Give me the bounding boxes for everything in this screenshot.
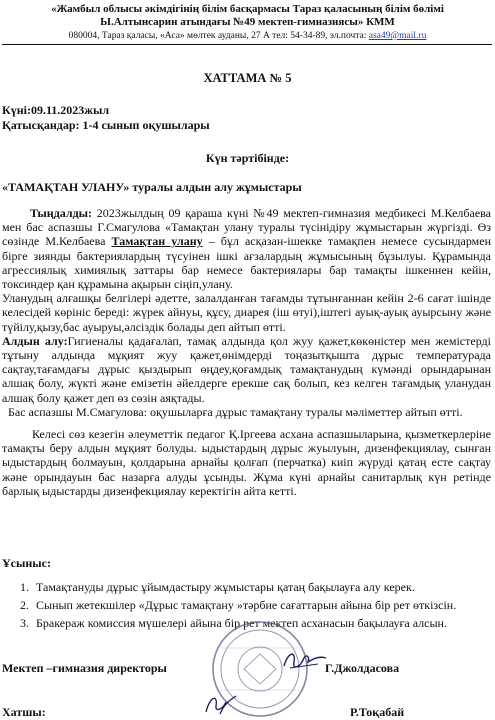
paragraph-social-pedagogue: Келесі сөз кезегін әлеуметтік педагог Қ.Іргеева асхана аспазшыларына, қызметкерлеріне тамақты беру алдын мұқият болуды. ыдыстардың дұрыс жуылуын, дизенфекциялау, сынған ыдыстардың болмауын, қолдарына арнайы қолғап (перчатка) киіп жүруді қатаң есте сақтау және орындауын бас назарға алуды ұсынды. Жұма күні арнайы санитарлық күн ретінде барлық ыдыстарды дизенфекциялау керектігін айта кетті. bbox=[2, 427, 491, 498]
item-text: Сынып жетекшілер «Дұрыс тамақтану »тәрбие сағаттарын айына бір рет өткізсін. bbox=[36, 598, 457, 612]
list-item bbox=[20, 580, 490, 594]
prevention-label: Алдын алу: bbox=[2, 333, 68, 348]
item-text: Бракераж комиссия мүшелері айына бір рет мектеп асханасын бақылауға алсын. bbox=[36, 616, 447, 630]
minutes-body bbox=[2, 206, 491, 498]
item-number: 2. bbox=[20, 598, 29, 612]
meeting-date: Күні:09.11.2023жыл bbox=[2, 103, 110, 117]
prevention-text: Гигиеналы қадағалап, тамақ алдында қол жуу қажет,көкөністер мен жемістерді тұтыну алдында мұқият жуу қажет,өнімдерді тоңазытқышта дұрыс температурада сақтау,тағамдағы дұрыс қыздырып өңдеу,қоғамдық тамақтанудың күмәнді орындарынан алшақ болу, жүкті және емізетін әйелдерге ерекше сақ болып, кез келген тағамдық уланудан алшақ болу қажет деп өз сөзін аяқтады. bbox=[2, 333, 491, 405]
item-text: Тамақтануды дұрыс ұйымдастыру жұмыстары қатаң бақылауға алу керек. bbox=[36, 580, 415, 594]
director-name: Г.Джолдасова bbox=[325, 661, 400, 675]
address-text: 080004, Тараз қаласы, «Аса» мөлтек ауданы, 27 А тел: 54-34-89, эл.почта: bbox=[68, 31, 369, 41]
document-title: ХАТТАМА № 5 bbox=[203, 71, 292, 85]
header-divider bbox=[2, 44, 492, 45]
heard-text-a: 2023жылдың 09 қараша күні №49 мектеп-гимназия медбикесі М.Келбаева мен бас аспазшы Г.Смагулова «Тамақтан улану туралы түсінідіру жұмыстарын жүргізді. Өз сөзінде М.Келбаева bbox=[2, 206, 491, 249]
item-number: 1. bbox=[20, 580, 29, 594]
heard-term: Тамақтан улану bbox=[111, 234, 203, 249]
header-address bbox=[0, 30, 495, 42]
header-line-1: «Жамбыл облысы әкімдігінің білім басқармасы Тараз қаласының білім бөлімі bbox=[51, 3, 444, 15]
attendees: Қатысқандар: 1-4 сынып оқушылары bbox=[2, 118, 210, 132]
paragraph-symptoms: Уланудың алғашқы белгілері әдетте, залалданған тағамды тұтынғаннан кейін 2-6 сағат ішінде келесідей көрініс береді: жүрек айнуы, құсу, диарея (іш өтуі),іштегі ауық-ауық ауырсыну және түйілу,қызу,бас ауыруы,әлсіздік болады деп айтып өтті. bbox=[2, 291, 491, 334]
heard-text-b: – бұл асқазан-ішекке тамақпен немесе сусындармен бірге зиянды бактериялардың түсуінен ішкі ағзалардың жұмысының бұзылуы. Құрамында агрессиялық химиялық заттары бар немесе бактериялары бар тамақты ішкеннен кейін, токсиндер қан құрамына ақырын сіңіп,улану. bbox=[2, 234, 491, 292]
header-line-2: Ы.Алтынсарин атындағы №49 мектеп-гимназиясы» КММ bbox=[100, 16, 395, 28]
paragraph-cook: Бас аспазшы М.Смагулова: оқушыларға дұрыс тамақтану туралы мәліметтер айтып өтті. bbox=[8, 404, 463, 419]
heard-label: Тыңдалды: bbox=[30, 206, 93, 220]
item-number: 3. bbox=[20, 616, 29, 630]
list-item bbox=[20, 598, 490, 612]
agenda-topic: «ТАМАҚТАН УЛАНУ» туралы алдын алу жұмыстары bbox=[2, 180, 302, 194]
director-label: Мектеп –гимназия директоры bbox=[2, 661, 167, 675]
resolutions-heading: Ұсыныс: bbox=[2, 556, 51, 570]
paragraph-prevention bbox=[2, 334, 491, 405]
secretary-signature-icon bbox=[200, 690, 240, 718]
email-link[interactable]: asa49@mail.ru bbox=[368, 31, 427, 41]
secretary-name: Р.Тоқабай bbox=[350, 705, 405, 719]
director-signature-icon bbox=[280, 648, 330, 674]
paragraph-heard bbox=[2, 206, 491, 291]
secretary-label: Хатшы: bbox=[2, 705, 46, 719]
agenda-heading: Күн тәртібінде: bbox=[205, 151, 290, 165]
